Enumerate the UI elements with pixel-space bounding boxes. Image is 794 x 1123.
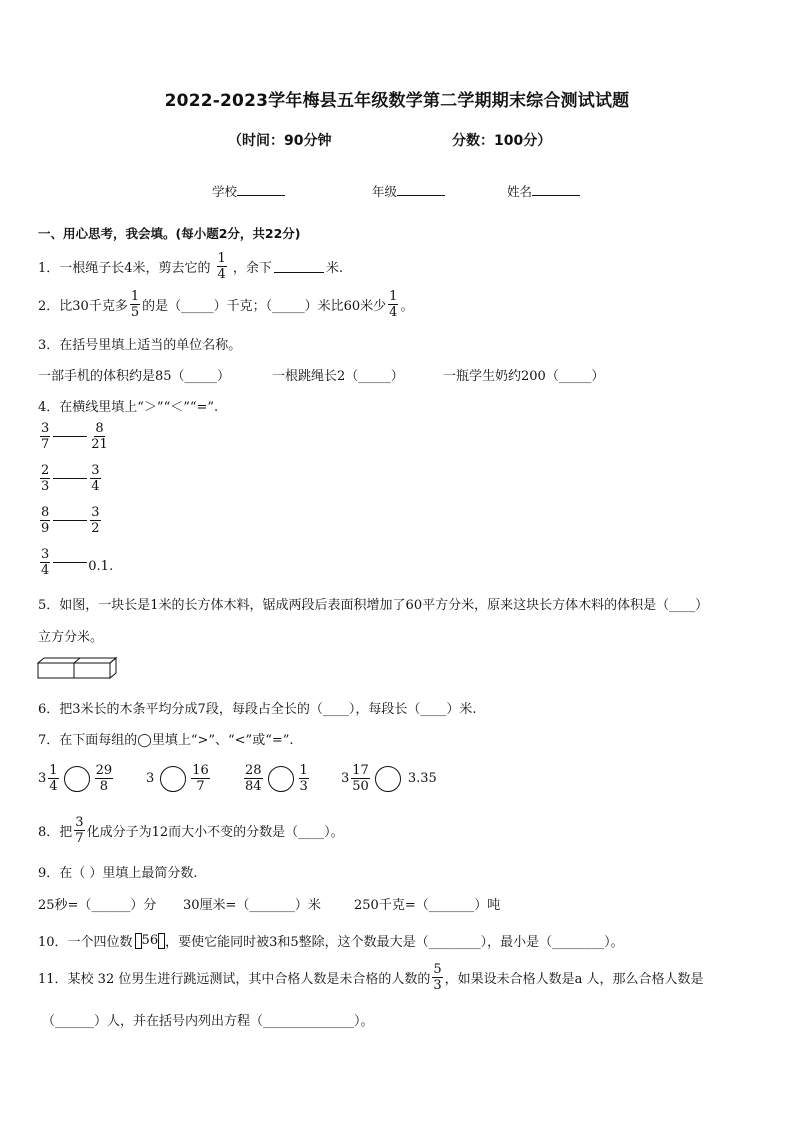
q4-r1-rd: 21 — [91, 437, 108, 452]
q3-item-a: 一部手机的体积约是85（_____） — [38, 369, 231, 384]
q7-g2-right — [191, 764, 210, 793]
q7-g1-rd: 8 — [99, 779, 108, 794]
section-heading: 一、用心思考，我会填。(每小题2分，共22分) — [38, 226, 301, 241]
q11-den: 3 — [433, 978, 442, 993]
question-4: 4．在横线里填上“＞”“＜”“=”. — [38, 400, 219, 415]
q4-r1-ln: 3 — [41, 421, 50, 436]
q4-r4-ln: 3 — [41, 547, 50, 562]
page-title: 2022-2023学年梅县五年级数学第二学期期末综合测试试题 — [164, 91, 630, 111]
q8-den: 7 — [75, 831, 84, 846]
q2-fraction-2 — [388, 290, 398, 319]
question-10 — [38, 931, 624, 950]
q4-r3-rd: 2 — [91, 521, 100, 536]
q7-g4-num: 17 — [352, 763, 369, 778]
question-1 — [38, 252, 343, 281]
question-5-line-1: 5．如图，一块长是1米的长方体木料，锯成两段后表面积增加了60平方分米，原来这块长方体木料的体积是（____） — [38, 598, 709, 613]
q7-g1-rn: 29 — [95, 763, 113, 778]
q1-text-a: 1．一根绳子长4米，剪去它的 — [38, 261, 211, 276]
q7-g3-ln: 28 — [245, 763, 262, 778]
q7-g4-den: 50 — [352, 779, 369, 794]
q4-r4-ld: 4 — [41, 563, 50, 578]
q4-r2-ld: 3 — [41, 479, 50, 494]
q4-r3-ln: 8 — [41, 505, 50, 520]
q1-fraction — [217, 252, 227, 281]
q4-r4-left — [40, 548, 50, 577]
q7-g3-left — [244, 764, 263, 793]
q4-r2-left — [40, 464, 50, 493]
q2-f2-num: 1 — [389, 289, 398, 304]
question-5-line-2: 立方分米。 — [38, 630, 104, 645]
q3-item-b: 一根跳绳长2（_____） — [272, 369, 404, 384]
q4-r2-rd: 4 — [91, 479, 100, 494]
q4-row-4 — [38, 548, 113, 577]
q10-digit-box-2[interactable] — [158, 933, 165, 949]
q7-g3-rn: 1 — [299, 763, 308, 778]
q7-g1-right — [95, 764, 114, 793]
q7-group-1 — [38, 764, 115, 793]
q4-r2-rn: 3 — [91, 463, 100, 478]
q4-r1-right — [90, 422, 109, 451]
q4-row-2 — [38, 464, 103, 493]
q8-num: 3 — [75, 815, 84, 830]
q4-r2-right — [90, 464, 100, 493]
q7-group-2 — [146, 764, 212, 793]
q3-item-c: 一瓶学生奶约200（_____） — [443, 369, 605, 384]
q4-r3-right — [90, 506, 100, 535]
q10-text-a: 10．一个四位数 — [38, 935, 133, 950]
school-field — [212, 182, 285, 200]
q7-group-4 — [341, 764, 437, 793]
q2-f1-num: 1 — [130, 289, 140, 304]
question-6: 6．把3米长的木条平均分成7段，每段占全长的（____），每段长（____）米. — [38, 702, 477, 717]
q2-text-c: 。 — [400, 299, 414, 314]
q7-g3-compare-circle[interactable] — [268, 766, 294, 792]
name-field — [507, 182, 580, 200]
cuboid-cut-line-top — [74, 658, 80, 663]
q10-text-b: ，要使它能同时被3和5整除，这个数最大是（________），最小是（________）。 — [165, 935, 624, 950]
question-2 — [38, 290, 413, 319]
name-label: 姓名 — [507, 184, 533, 199]
q11-text-a: 11．某校 32 位男生进行跳远测试，其中合格人数是未合格的人数的 — [38, 972, 431, 987]
q2-f1-den: 5 — [130, 305, 140, 320]
q7-group-3 — [242, 764, 311, 793]
q2-text-a: 2．比30千克多 — [38, 299, 128, 314]
q4-row-3 — [38, 506, 103, 535]
q7-g4-right: 3.35 — [407, 771, 437, 786]
q9-item-a: 25秒=（______）分 — [38, 898, 157, 913]
q7-g4-whole: 3 — [341, 771, 350, 786]
q7-g1-frac — [48, 764, 58, 793]
q2-f2-den: 4 — [389, 305, 398, 320]
q7-g1-compare-circle[interactable] — [64, 766, 90, 792]
q11-fraction — [432, 963, 442, 992]
grade-field — [372, 182, 445, 200]
q1-text-b: ，余下 — [232, 261, 272, 276]
q7-g2-left: 3 — [146, 771, 155, 786]
exam-score: 分数：100分） — [452, 133, 552, 149]
q7-g2-rd: 7 — [196, 779, 205, 794]
q7-g3-rd: 3 — [299, 779, 308, 794]
q4-r1-rn: 8 — [95, 421, 104, 436]
question-11-line-1 — [38, 963, 704, 992]
q7-g4-compare-circle[interactable] — [375, 766, 401, 792]
school-label: 学校 — [212, 184, 238, 199]
q4-r3-rn: 3 — [91, 505, 100, 520]
q4-r1-left — [40, 422, 50, 451]
exam-time: （时间：90分钟 — [228, 133, 332, 149]
q4-r4-right: 0.1. — [88, 559, 114, 574]
q1-text-c: 米. — [325, 261, 343, 276]
cuboid-figure — [36, 656, 120, 680]
question-7: 7．在下面每组的◯里填上“>”、“<”或“=”. — [38, 733, 294, 748]
q7-g4-frac — [351, 764, 370, 793]
question-8 — [38, 816, 344, 845]
q7-g2-rn: 16 — [192, 763, 209, 778]
question-9: 9．在（ ）里填上最简分数. — [38, 866, 198, 881]
q11-text-b: ，如果设未合格人数是a 人，那么合格人数是 — [444, 972, 704, 987]
q1-num: 1 — [217, 251, 226, 266]
q4-r1-ld: 7 — [41, 437, 50, 452]
q8-text-a: 8．把 — [38, 825, 73, 840]
q7-g1-whole: 3 — [38, 771, 47, 786]
q4-r3-left — [40, 506, 50, 535]
q7-g1-num: 1 — [49, 763, 58, 778]
question-3: 3．在括号里填上适当的单位名称。 — [38, 338, 242, 353]
q7-g1-den: 4 — [49, 779, 58, 794]
cuboid-side-face — [110, 658, 116, 678]
q10-middle-digits: 56 — [141, 933, 159, 948]
q8-text-b: 化成分子为12而大小不变的分数是（____）。 — [86, 825, 344, 840]
q4-row-1 — [38, 422, 111, 451]
question-11-line-2: （______）人，并在括号内列出方程（______________）。 — [42, 1014, 374, 1029]
q7-g3-right — [299, 764, 309, 793]
q11-num: 5 — [433, 962, 442, 977]
q1-den: 4 — [217, 267, 226, 282]
q9-item-b: 30厘米=（_______）米 — [183, 898, 321, 913]
q9-item-c: 250千克=（_______）吨 — [354, 898, 501, 913]
q7-g3-ld: 84 — [245, 779, 262, 794]
q10-digit-box-1[interactable] — [135, 933, 142, 949]
q2-fraction-1 — [130, 290, 140, 319]
q7-g2-compare-circle[interactable] — [160, 766, 186, 792]
q2-text-b: 的是（_____）千克；（_____）米比60米少 — [142, 299, 387, 314]
q8-fraction — [74, 816, 84, 845]
q4-r3-ld: 9 — [41, 521, 50, 536]
q4-r2-ln: 2 — [41, 463, 50, 478]
grade-label: 年级 — [372, 184, 398, 199]
